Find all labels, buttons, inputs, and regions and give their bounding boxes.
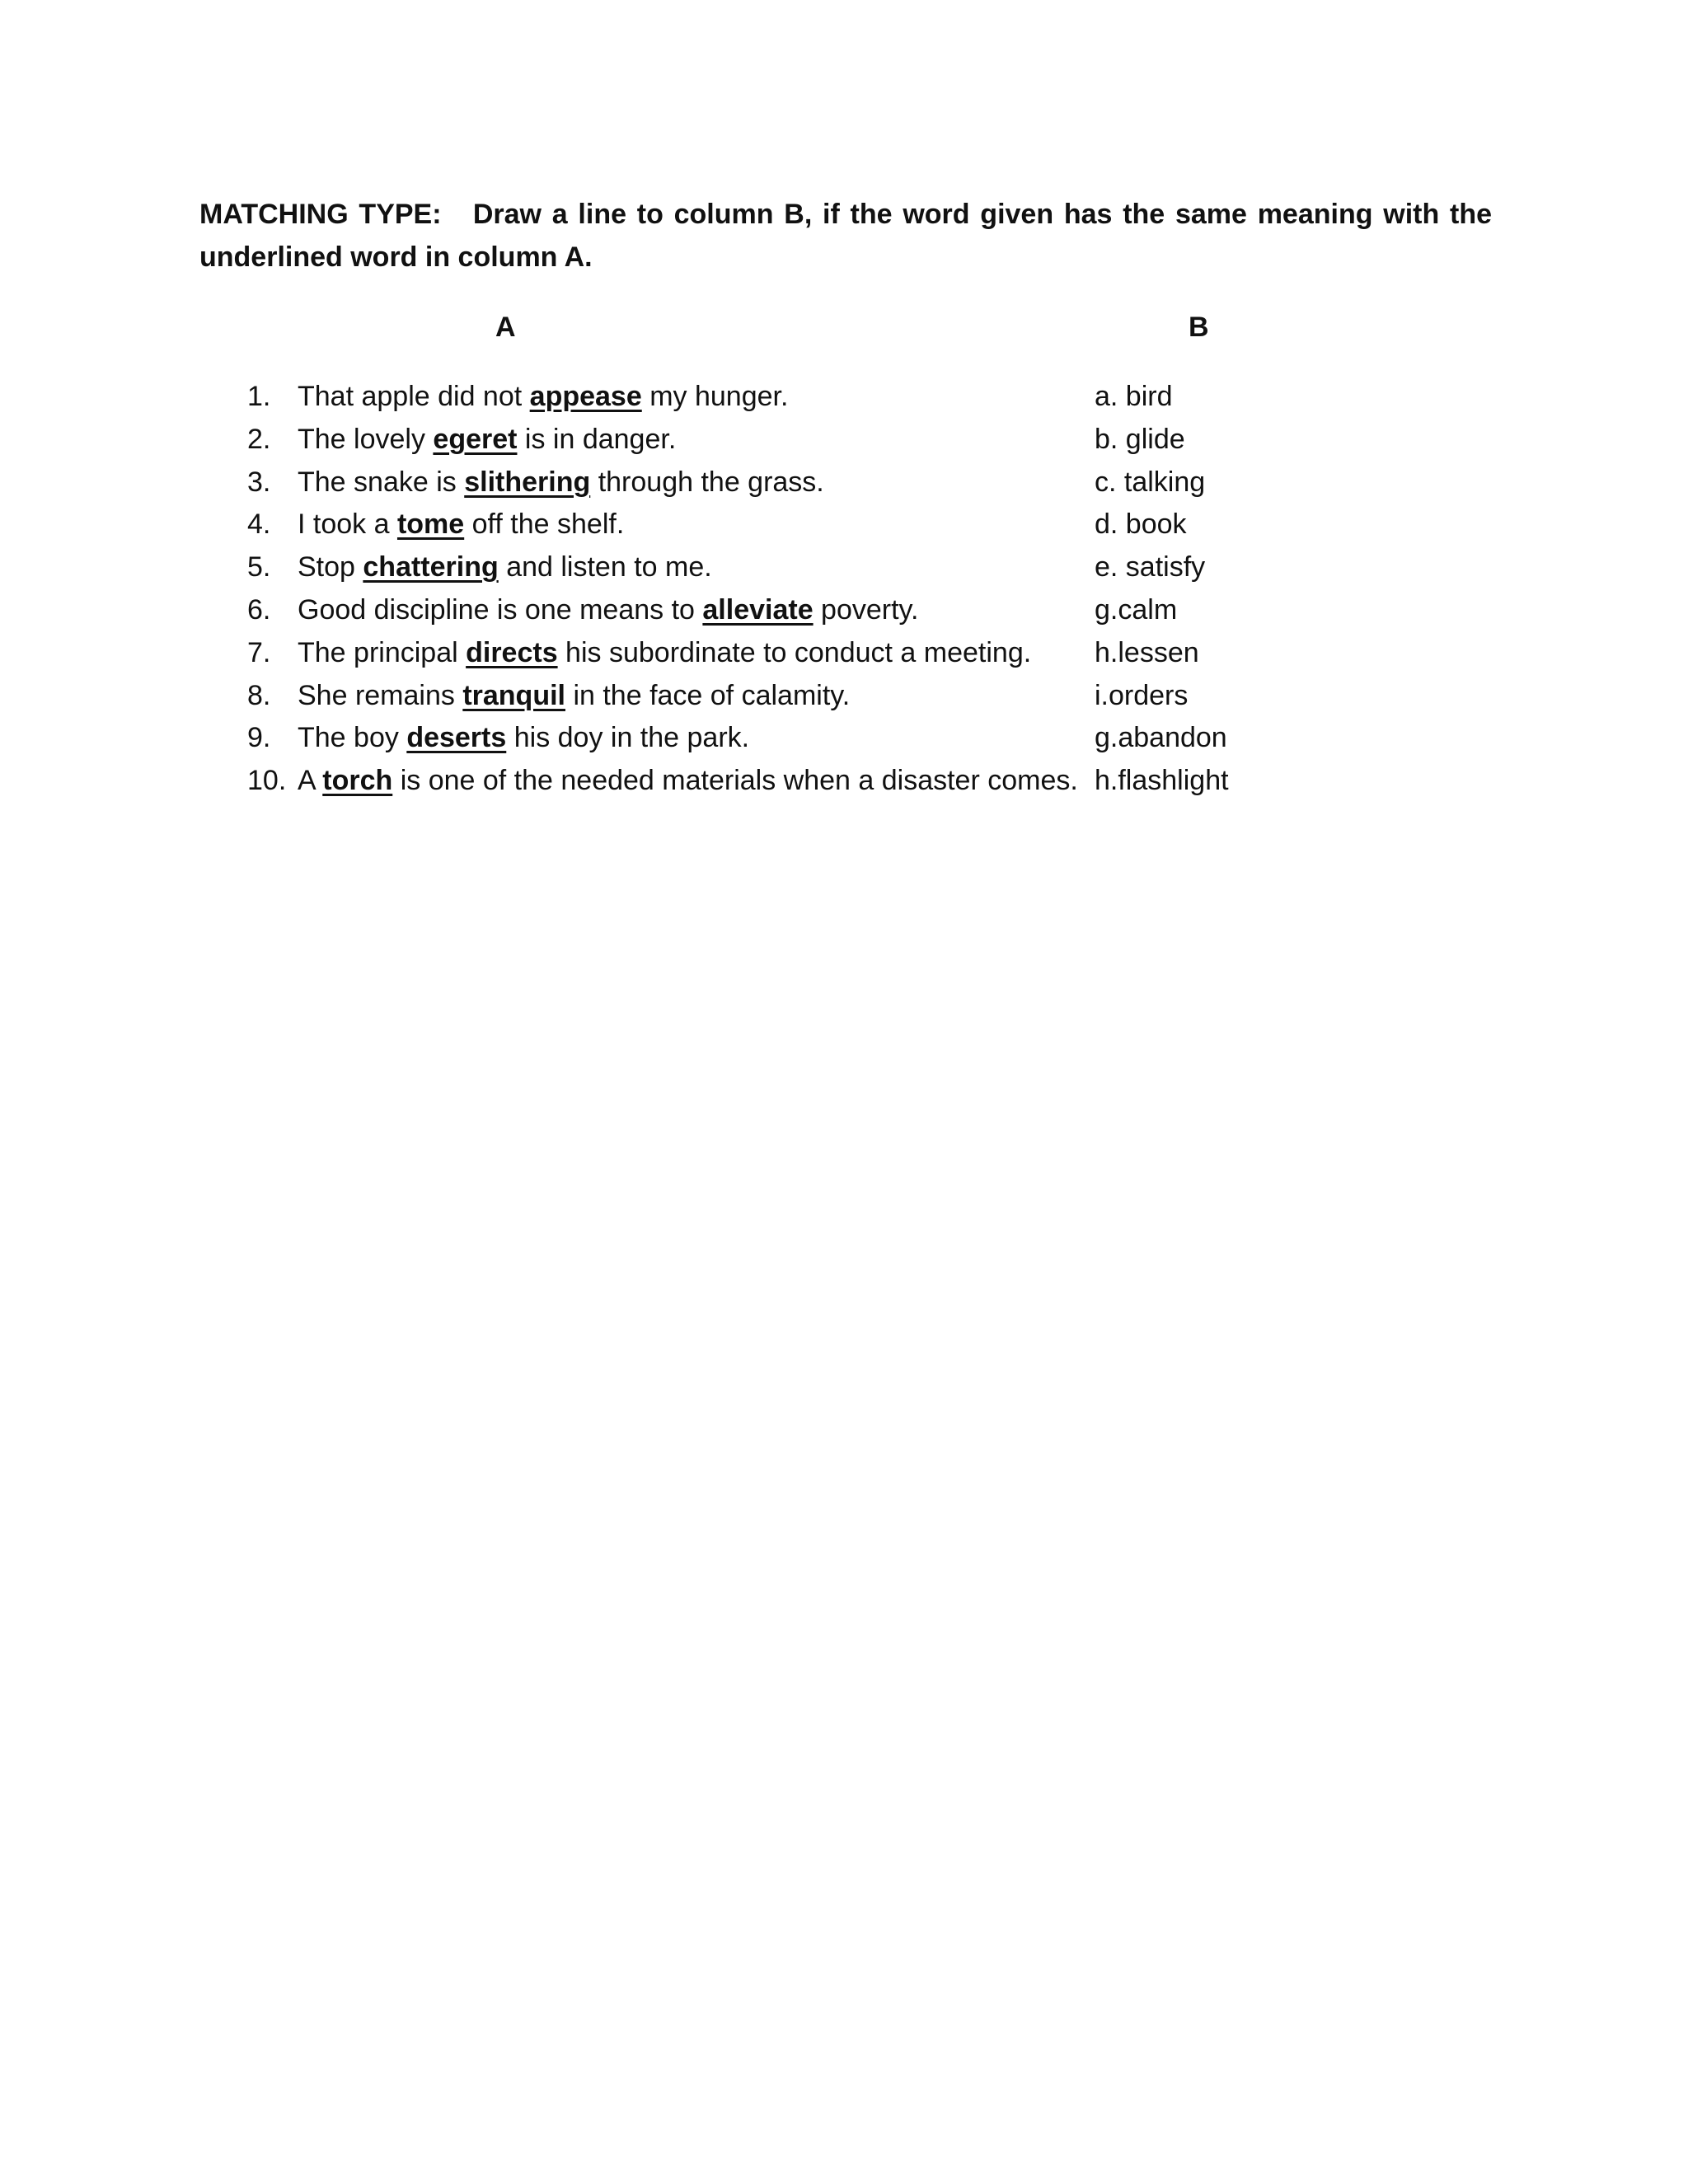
sentence-text: my hunger. [641, 381, 789, 412]
item-number: 3. [247, 466, 271, 498]
sentence-text: Stop [298, 551, 363, 583]
item-sentence [298, 376, 788, 419]
matching-row [0, 632, 1688, 675]
sentence-text: his doy in the park. [506, 722, 750, 754]
sentence-text: The lovely [298, 423, 434, 455]
choice-b: i.orders [1095, 679, 1189, 711]
column-a-header: A [495, 312, 516, 343]
matching-row [0, 504, 1688, 546]
sentence-text: She remains [298, 679, 463, 711]
matching-items [0, 376, 1688, 803]
item-sentence [298, 462, 824, 504]
item-number: 6. [247, 593, 271, 626]
item-number: 1. [247, 381, 271, 412]
sentence-text: The boy [298, 722, 407, 754]
sentence-text: poverty. [813, 593, 919, 626]
sentence-text: is in danger. [517, 423, 677, 455]
underlined-word: directs [466, 636, 558, 668]
choice-b: e. satisfy [1095, 551, 1206, 583]
underlined-word: tranquil [462, 679, 565, 711]
sentence-text: The snake is [298, 466, 465, 498]
choice-b: h.lessen [1095, 636, 1199, 668]
item-sentence [298, 589, 918, 632]
underlined-word: alleviate [702, 593, 814, 626]
item-number: 2. [247, 423, 271, 455]
matching-row [0, 589, 1688, 632]
instructions-heading: MATCHING TYPE: [199, 199, 442, 230]
choice-b: b. glide [1095, 423, 1185, 455]
sentence-text: Good discipline is one means to [298, 593, 703, 626]
item-number: 4. [247, 509, 271, 541]
choice-b: g.abandon [1095, 722, 1227, 754]
underlined-word: chattering [363, 551, 499, 583]
choice-b: a. bird [1095, 381, 1173, 412]
sentence-text: A [298, 765, 323, 797]
matching-row [0, 462, 1688, 504]
item-number: 5. [247, 551, 271, 583]
choice-b: d. book [1095, 509, 1187, 541]
sentence-text: in the face of calamity. [565, 679, 851, 711]
underlined-word: deserts [406, 722, 507, 754]
sentence-text: The principal [298, 636, 467, 668]
matching-row [0, 717, 1688, 760]
sentence-text: off the shelf. [464, 509, 625, 541]
item-sentence [298, 717, 749, 760]
item-sentence [298, 504, 624, 546]
sentence-text: through the grass. [590, 466, 824, 498]
matching-row [0, 675, 1688, 718]
matching-row [0, 546, 1688, 589]
sentence-text: his subordinate to conduct a meeting. [557, 636, 1032, 668]
sentence-text: and listen to me. [498, 551, 712, 583]
sentence-text: That apple did not [298, 381, 530, 412]
item-sentence [298, 546, 712, 589]
matching-row [0, 376, 1688, 419]
instructions-text: Draw a line to column B, if the word given has the same meaning with the underlined word in column A. [199, 199, 1492, 273]
underlined-word: tome [396, 509, 465, 541]
column-b-header: B [1189, 312, 1209, 343]
choice-b: h.flashlight [1095, 765, 1229, 797]
item-sentence [298, 675, 850, 718]
item-number: 9. [247, 722, 271, 754]
choice-b: g.calm [1095, 593, 1178, 626]
item-number: 8. [247, 679, 271, 711]
choice-b: c. talking [1095, 466, 1206, 498]
item-sentence [298, 632, 1031, 675]
underlined-word: appease [529, 381, 642, 412]
sentence-text: I took a [298, 509, 397, 541]
matching-row [0, 760, 1688, 803]
underlined-word: torch [322, 765, 393, 797]
item-sentence [298, 760, 1078, 803]
underlined-word: slithering [464, 466, 591, 498]
matching-row [0, 419, 1688, 462]
underlined-word: egeret [433, 423, 518, 455]
instructions [199, 193, 1492, 279]
item-number: 10. [247, 765, 287, 797]
item-number: 7. [247, 636, 271, 668]
sentence-text: is one of the needed materials when a disaster comes. [392, 765, 1078, 797]
item-sentence [298, 419, 676, 462]
